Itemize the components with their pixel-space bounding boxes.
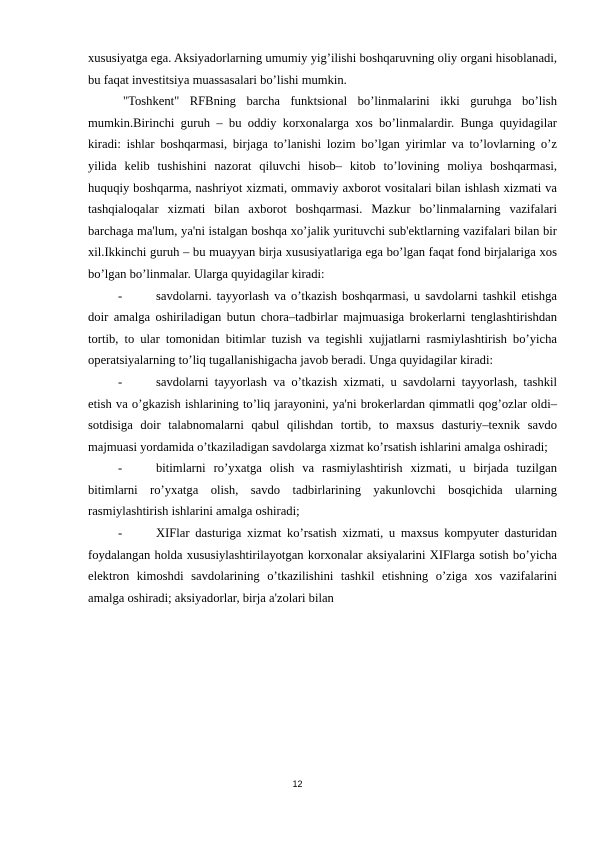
page-number: 12 xyxy=(292,779,303,789)
paragraph-2: "Toshkent" RFBning barcha funktsional bo’linmalarini ikki guruhga bo’lish mumkin.Birinchi guruh – bu oddiy korxonalarga xos bo’linmalardir. Bunga quyidagilar kiradi: ishlar boshqarmasi, birjaga to’lanishi lozim bo’lgan yirimlar va to’lovlarning o’z yilida kelib tushishini nazorat qiluvchi hisob– kitob to’lovining moliya boshqarmasi, huquqiy boshqarma, nashriyot xizmati, ommaviy axborot vositalari bilan ishlash xizmati va tashqialoqalar xizmati bilan axborot boshqarmasi. Mazkur bo’linmalarning vazifalari barchaga ma'lum, ya'ni istalgan boshqa xo’jalik yurituvchi sub'ektlarning vazifalari bilan bir xil.Ikkinchi guruh – bu muayyan birja xususiyatlariga ega bo’lgan faqat fond birjalariga xos bo’lgan bo’linmalar. Ularga quyidagilar kiradi: xyxy=(88,94,557,281)
list-item-text: bitimlarni ro’yxatga olish va rasmiylashtirish xizmati, u birjada tuzilgan bitimlarni ro’yxatga olish, savdo tadbirlarining yakunlovchi bosqichida ularning rasmiylashtirish ishlarini amalga oshiradi; xyxy=(88,461,557,519)
list-item xyxy=(88,523,557,609)
list-item-text: savdolarni. tayyorlash va o’tkazish boshqarmasi, u savdolarni tashkil etishga doir amalga oshiriladigan butun chora–tadbirlar majmuasiga brokerlarni tenglashtirishdan tortib, to ular tomonidan bitimlar tuzish va tegishli xujjatlarni rasmiylashtirish bo’yicha operatsiyalarning to’liq tugallanishigacha javob beradi. Unga quyidagilar kiradi: xyxy=(88,288,557,368)
paragraph-1: xususiyatga ega. Aksiyadorlarning umumiy yig’ilishi boshqaruvning oliy organi hisoblanadi, bu faqat investitsiya muassasalari bo’lishi mumkin. xyxy=(88,51,557,87)
bullet-dash: - xyxy=(118,374,123,389)
bullet-dash: - xyxy=(118,461,123,476)
bullet-dash: - xyxy=(118,288,123,303)
document-page xyxy=(88,48,557,609)
list-item xyxy=(88,372,557,458)
bullet-dash: - xyxy=(118,526,123,541)
list-item xyxy=(88,458,557,523)
list-item-text: XIFlar dasturiga xizmat ko’rsatish xizmati, u maxsus kompyuter dasturidan foydalangan holda xususiylashtirilayotgan korxonalar aksiyalarini XIFlarga sotish bo’yicha elektron kimoshdi savdolarining o’tkazilishini tashkil etishning o’ziga xos vazifalarini amalga oshiradi; aksiyadorlar, birja a'zolari bilan xyxy=(88,526,557,605)
list-item-text: savdolarni tayyorlash va o’tkazish xizmati, u savdolarni tayyorlash, tashkil etish va o’gkazish ishlarining to’liq jarayonini, ya'ni brokerlardan qimmatli qog’ozlar oldi–sotdisiga doir talabnomalarni qabul qilishdan tortib, to maxsus dasturiy–texnik savdo majmuasi yordamida o’tkaziladigan savdolarga xizmat ko’rsatish ishlarini amalga oshiradi; xyxy=(88,374,557,454)
list-item xyxy=(88,286,557,372)
